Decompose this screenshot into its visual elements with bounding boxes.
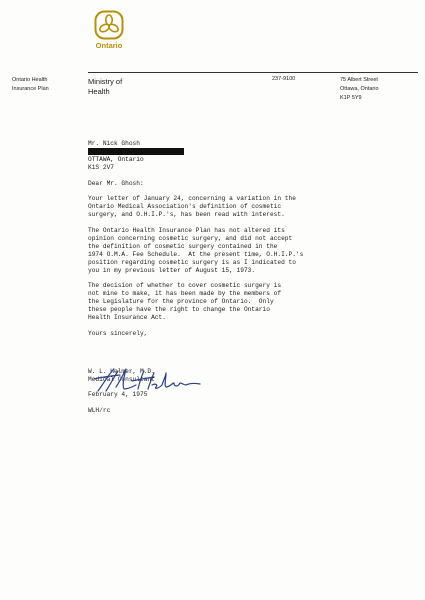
recipient-city: OTTAWA, Ontario: [88, 155, 144, 163]
signer-name: W. L. Helmer, M.D.: [88, 367, 155, 375]
paragraph-3: [88, 282, 378, 322]
letter-date: February 4, 1975: [88, 391, 148, 399]
paragraph-1: [88, 195, 378, 219]
paragraph-line: 1974 O.M.A. Fee Schedule. At the present time, O.H.I.P.'s: [88, 250, 304, 258]
salutation: Dear Mr. Ghosh:: [88, 179, 144, 187]
paragraph-line: Health Insurance Act.: [88, 314, 166, 322]
paragraph-line: surgery, and O.H.I.P.'s, has been read with interest.: [88, 211, 285, 219]
paragraph-line: not mine to make, it has been made by the members of: [88, 290, 282, 298]
recipient-postal: K1S 2V7: [88, 163, 114, 171]
org-line-1: Ontario Health: [12, 77, 48, 83]
trillium-icon: [94, 10, 124, 40]
paragraph-line: the Legislature for the province of Ontario. Only: [88, 298, 274, 306]
recipient-address: [88, 140, 378, 172]
office-address: [340, 76, 379, 103]
redacted-street: [88, 148, 378, 156]
ontario-logo: [88, 10, 130, 56]
paragraph-line: position regarding cosmetic surgery is as I indicated to: [88, 258, 296, 266]
closing: Yours sincerely,: [88, 329, 148, 337]
paragraph-line: these people have the right to change the Ontario: [88, 306, 270, 314]
paragraph-line: the definition of cosmetic surgery contained in the: [88, 242, 278, 250]
org-line-2: Insurance Plan: [12, 86, 49, 92]
ministry-line-1: Ministry of: [88, 77, 123, 86]
logo-label: Ontario: [95, 41, 123, 50]
address-line-1: 75 Albert Street: [340, 77, 378, 83]
paragraph-line: The Ontario Health Insurance Plan has not altered its: [88, 227, 285, 235]
letterhead-rule: [88, 72, 418, 73]
org-name: [12, 76, 49, 94]
ministry-line-2: Health: [88, 87, 110, 96]
paragraph-line: The decision of whether to cover cosmetic surgery is: [88, 282, 282, 290]
handwritten-signature: [92, 365, 212, 397]
address-line-2: Ottawa, Ontario: [340, 86, 379, 92]
recipient-name: Mr. Nick Ghosh: [88, 140, 140, 147]
paragraph-line: you in my previous letter of August 15, 1973.: [88, 266, 256, 274]
redaction-bar: [88, 148, 184, 155]
paragraph-line: Your letter of January 24, concerning a variation in the: [88, 195, 296, 203]
paragraph-2: [88, 227, 378, 274]
paragraph-line: Ontario Medical Association's definition of cosmetic: [88, 203, 282, 211]
reference-initials: WLH/rc: [88, 407, 111, 415]
signer-title: Medical Consultant: [88, 375, 155, 383]
address-line-3: K1P 5Y9: [340, 95, 362, 101]
paragraph-line: opinion concerning cosmetic surgery, and did not accept: [88, 234, 293, 242]
phone-number: 237-9100: [272, 76, 296, 82]
ministry-name: [88, 77, 122, 97]
